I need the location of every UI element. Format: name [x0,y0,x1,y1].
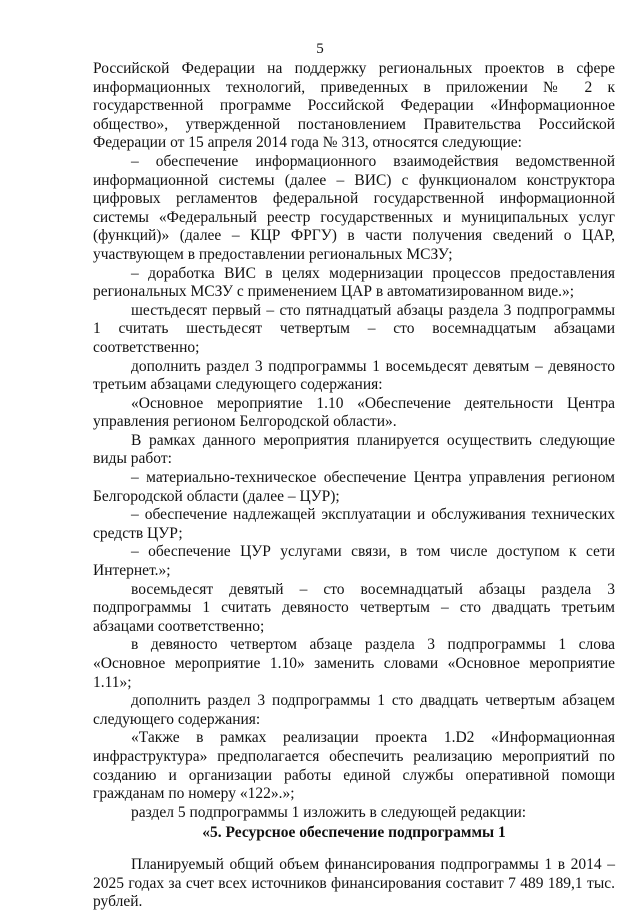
list-item: – обеспечение надлежащей эксплуатации и обслуживания технических средств ЦУР; [93,506,615,542]
paragraph: В рамках данного мероприятия планируется осуществить следующие виды работ: [93,431,615,468]
paragraph: шестьдесят первый – сто пятнадцатый абзацы раздела 3 подпрограммы 1 считать шестьдесят четвертым – сто восемнадцатым абзацами соответственно; [93,301,615,356]
page-number: 5 [316,41,324,57]
list-item-vis-modernization: – доработка ВИС в целях модернизации процессов предоставления региональных МСЗУ с применением ЦАР в автоматизированном виде.»; [93,264,615,301]
paragraph: раздел 5 подпрограммы 1 изложить в следующей редакции: [131,803,527,821]
list-item: – обеспечение ЦУР услугами связи, в том числе доступом к сети Интернет.»; [93,543,615,580]
paragraph: Российской Федерации на поддержку региональных проектов в сфере информационных технологий, приведенных в приложении № 2 к государственной программе Российской Федерации «Информационное общество», утвержденной постановлением Правительства Российской Федерации от 15 апреля 2014 года № 313, относятся следующие: [93,60,615,152]
paragraph: «Основное мероприятие 1.10 «Обеспечение деятельности Центра управления регионом Белгородской области». [93,394,615,431]
document-body [93,60,615,912]
paragraph: дополнить раздел 3 подпрограммы 1 сто двадцать четвертым абзацем следующего содержания: [93,692,615,728]
paragraph-financing: Планируемый общий объем финансирования подпрограммы 1 в 2014 – 2025 годах за счет всех источников финансирования составит 7 489 189,1 тыс. рублей. [93,855,615,911]
paragraph: в девяносто четвертом абзаце раздела 3 подпрограммы 1 слова «Основное мероприятие 1.10» заменить словами «Основное мероприятие 1.11»; [93,636,615,691]
section-heading: «5. Ресурсное обеспечение подпрограммы 1 [202,824,506,842]
list-item: – материально-техническое обеспечение Центра управления регионом Белгородской области (далее – ЦУР); [93,469,615,505]
paragraph: восемьдесят девятый – сто восемнадцатый абзацы раздела 3 подпрограммы 1 считать девяносто четвертым – сто двадцать третьим абзацами соответственно; [93,580,615,635]
paragraph: «Также в рамках реализации проекта 1.D2 «Информационная инфраструктура» предполагается обеспечить реализацию мероприятий по созданию и организации работы единой службы оперативной помощи гражданам по номеру «122».»; [93,729,615,803]
list-item-vis-integration: – обеспечение информационного взаимодействия ведомственной информационной системы (далее – ВИС) с функционалом конструктора цифровых регламентов федеральной государственной информационной системы «Федеральный реестр государственных и муниципальных услуг (функций)» (далее – КЦР ФРГУ) в части получения сведений о ЦАР, участвующем в предоставлении региональных МСЗУ; [93,152,615,263]
paragraph: дополнить раздел 3 подпрограммы 1 восемьдесят девятым – девяносто третьим абзацами следующего содержания: [93,357,615,394]
